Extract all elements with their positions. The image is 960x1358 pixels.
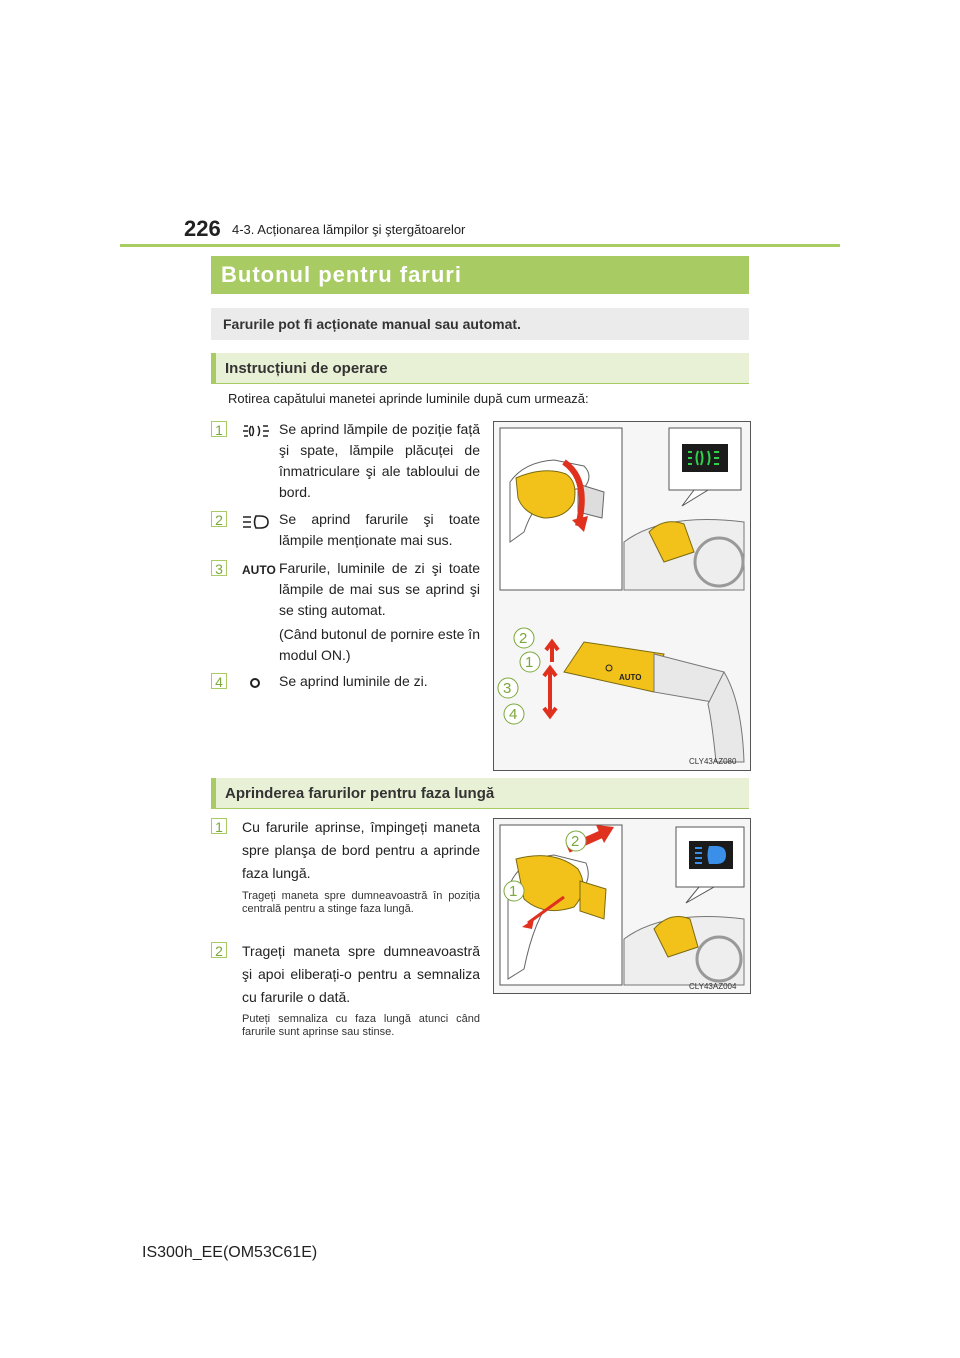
item-note: Puteți semnaliza cu faza lungă atunci când farurile sunt aprinse sau stinse. [242, 1013, 480, 1038]
switch-auto-label: AUTO [619, 673, 642, 682]
subheading-bar [211, 353, 216, 383]
subheading-text: Aprinderea farurilor pentru faza lungă [225, 785, 495, 802]
chapter-title: 4-3. Acționarea lămpilor şi ştergătoarelor [232, 222, 466, 237]
figure-callout-1: 1 [509, 883, 518, 900]
item-text: Trageți maneta spre dumneavoastră şi apoi eliberați-o pentru a semnaliza cu farurile o dată. [242, 943, 480, 1005]
item-number-badge: 4 [211, 673, 227, 689]
item-number-badge: 2 [211, 942, 227, 958]
off-circle-icon [249, 676, 261, 688]
switch-illustration [494, 422, 750, 770]
item-note: Trageți maneta spre dumneavoastră în poziția centrală pentru a stinge faza lungă. [242, 890, 480, 915]
section-banner [211, 256, 749, 294]
item-number-badge: 1 [211, 421, 227, 437]
headlights-icon [242, 514, 270, 530]
figure-callout-2: 2 [571, 833, 580, 850]
item-text: Farurile, luminile de zi şi toate lămpile de mai sus se aprind şi se sting automat. [279, 560, 480, 618]
item-note: (Când butonul de pornire este în modul ON.) [279, 626, 480, 663]
subheading-text: Instrucțiuni de operare [225, 360, 388, 377]
model-code: IS300h_EE(OM53C61E) [142, 1244, 318, 1261]
auto-icon: AUTO [242, 563, 276, 577]
item-text: Se aprind luminile de zi. [279, 673, 428, 689]
item-text: Cu farurile aprinse, împingeți maneta spre planşa de bord pentru a aprinde faza lungă. [242, 819, 480, 881]
item-number-badge: 3 [211, 560, 227, 576]
subheading-bar [211, 778, 216, 808]
item-text: Se aprind farurile şi toate lămpile menționate mai sus. [279, 511, 480, 548]
operating-lead: Rotirea capătului manetei aprinde luminile după cum urmează: [228, 391, 589, 406]
item-number-badge: 2 [211, 511, 227, 527]
position-lights-icon [242, 424, 270, 438]
intro-box [211, 308, 749, 340]
high-beam-illustration [494, 819, 750, 993]
item-number-badge: 1 [211, 818, 227, 834]
headlight-switch-figure [493, 421, 751, 771]
figure-callout-3: 3 [503, 680, 512, 697]
subheading-operating [211, 353, 749, 384]
figure-code: CLY43AZ080 [689, 757, 737, 766]
subheading-high-beam [211, 778, 749, 809]
header-divider [120, 244, 840, 247]
section-title: Butonul pentru faruri [221, 262, 462, 287]
page-number: 226 [184, 216, 221, 241]
figure-code: CLY43AZ004 [689, 982, 737, 991]
figure-callout-1: 1 [525, 654, 534, 671]
high-beam-figure [493, 818, 751, 994]
intro-text: Farurile pot fi acționate manual sau automat. [223, 316, 521, 332]
figure-callout-2: 2 [519, 630, 528, 647]
figure-callout-4: 4 [509, 706, 518, 723]
item-text: Se aprind lămpile de poziție față şi spate, lămpile plăcuței de înmatriculare şi ale tabloului de bord. [279, 421, 480, 500]
